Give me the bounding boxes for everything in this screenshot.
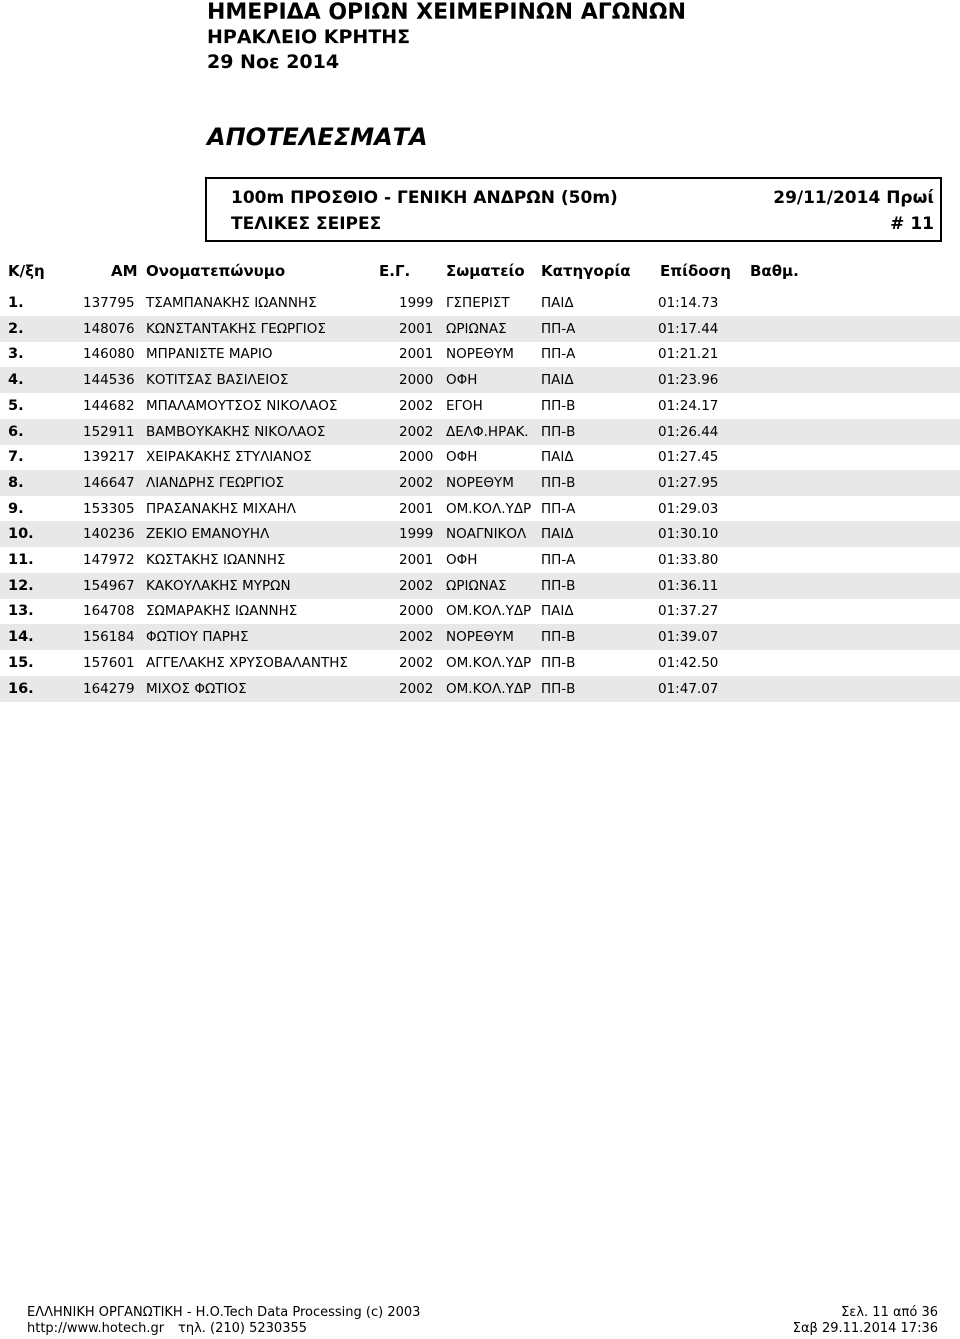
table-row [0, 598, 960, 624]
cell-rank: 1. [8, 295, 24, 311]
cell-year: 2002 [399, 474, 434, 491]
cell-rank: 4. [8, 372, 24, 389]
cell-category: ΠΠ-Β [541, 397, 576, 414]
table-row [0, 650, 960, 676]
table-row [0, 419, 960, 445]
cell-category: ΠΑΙΔ [541, 603, 574, 620]
cell-name: ΚΩΝΣΤΑΝΤΑΚΗΣ ΓΕΩΡΓΙΟΣ [146, 320, 326, 337]
table-row [0, 573, 960, 599]
cell-club: ΩΡΙΩΝΑΣ [446, 320, 507, 337]
cell-club: ΝΟΡΕΘΥΜ [446, 346, 514, 363]
table-row [0, 393, 960, 419]
cell-club: ΟΦΗ [446, 449, 478, 466]
cell-time: 01:29.03 [658, 500, 719, 517]
cell-club: ΟΦΗ [446, 552, 478, 568]
meet-title: ΗΜΕΡΙΔΑ ΟΡΙΩΝ ΧΕΙΜΕΡΙΝΩΝ ΑΓΩΝΩΝ [207, 0, 687, 25]
cell-am: 146647 [83, 474, 135, 491]
event-number: # 11 [890, 214, 934, 234]
event-box [205, 177, 942, 242]
cell-club: ΟΜ.ΚΟΛ.ΥΔΡ [446, 500, 532, 517]
table-row [0, 367, 960, 393]
table-row [0, 444, 960, 470]
cell-year: 2001 [399, 346, 434, 363]
meet-date: 29 Νοε 2014 [207, 51, 340, 73]
cell-category: ΠΠ-Β [541, 577, 576, 594]
cell-rank: 12. [8, 577, 34, 594]
col-am: AM [111, 262, 138, 280]
cell-club: ΩΡΙΩΝΑΣ [446, 577, 507, 594]
col-category: Κατηγορία [541, 262, 631, 280]
cell-am: 157601 [83, 654, 135, 671]
table-row [0, 624, 960, 650]
cell-name: ΖΕΚΙΟ ΕΜΑΝΟΥΗΛ [146, 526, 270, 543]
cell-category: ΠΠ-Β [541, 680, 576, 697]
cell-name: ΣΩΜΑΡΑΚΗΣ ΙΩΑΝΝΗΣ [146, 603, 298, 620]
cell-name: ΛΙΑΝΔΡΗΣ ΓΕΩΡΓΙΟΣ [146, 474, 285, 491]
cell-time: 01:39.07 [658, 629, 719, 646]
cell-am: 144682 [83, 397, 135, 414]
cell-year: 2001 [399, 320, 434, 337]
footer-org: ΕΛΛΗΝΙΚΗ ΟΡΓΑΝΩΤΙΚΗ - Η.Ο.Tech Data Processing (c) 2003 [27, 1305, 421, 1320]
cell-rank: 14. [8, 629, 34, 646]
cell-category: ΠΑΙΔ [541, 526, 574, 543]
footer-phone: τηλ. (210) 5230355 [178, 1321, 308, 1336]
cell-am: 146080 [83, 346, 135, 363]
cell-name: ΜΙΧΟΣ ΦΩΤΙΟΣ [146, 680, 247, 697]
cell-category: ΠΠ-Α [541, 346, 576, 363]
cell-am: 154967 [83, 577, 135, 594]
cell-year: 2002 [399, 680, 434, 697]
cell-year: 2001 [399, 500, 434, 517]
cell-time: 01:36.11 [658, 577, 719, 594]
cell-am: 156184 [83, 629, 135, 646]
col-time: Επίδοση [660, 262, 731, 280]
cell-am: 148076 [83, 320, 135, 337]
table-row [0, 547, 960, 573]
cell-rank: 9. [8, 500, 24, 517]
cell-category: ΠΠ-Β [541, 654, 576, 671]
cell-category: ΠΠ-Β [541, 629, 576, 646]
cell-rank: 7. [8, 449, 24, 466]
cell-club: ΕΓΟΗ [446, 397, 483, 414]
footer-printed: Σαβ 29.11.2014 17:36 [792, 1321, 938, 1336]
cell-name: ΒΑΜΒΟΥΚΑΚΗΣ ΝΙΚΟΛΑΟΣ [146, 423, 326, 440]
cell-rank: 2. [8, 320, 24, 337]
cell-time: 01:37.27 [658, 603, 719, 620]
cell-year: 1999 [399, 526, 434, 543]
col-grade: Βαθμ. [750, 262, 799, 280]
footer-url: http://www.hotech.gr [27, 1321, 165, 1336]
cell-time: 01:21.21 [658, 346, 719, 363]
cell-time: 01:27.45 [658, 449, 719, 466]
table-row [0, 496, 960, 522]
cell-category: ΠΠ-Α [541, 552, 576, 568]
cell-name: ΑΓΓΕΛΑΚΗΣ ΧΡΥΣΟΒΑΛΑΝΤΗΣ [146, 654, 348, 671]
cell-time: 01:33.80 [658, 552, 719, 568]
cell-club: ΝΟΑΓΝΙΚΟΛ [446, 526, 527, 543]
cell-rank: 15. [8, 654, 34, 671]
cell-club: ΟΜ.ΚΟΛ.ΥΔΡ [446, 654, 532, 671]
cell-name: ΤΣΑΜΠΑΝΑΚΗΣ ΙΩΑΝΝΗΣ [146, 295, 317, 311]
table-row [0, 316, 960, 342]
cell-rank: 3. [8, 346, 24, 363]
event-date-session: 29/11/2014 Πρωί [773, 188, 934, 208]
cell-time: 01:23.96 [658, 372, 719, 389]
cell-year: 2000 [399, 372, 434, 389]
cell-year: 2000 [399, 603, 434, 620]
col-club: Σωματείο [446, 262, 525, 280]
cell-am: 164708 [83, 603, 135, 620]
cell-category: ΠΑΙΔ [541, 372, 574, 389]
cell-time: 01:42.50 [658, 654, 719, 671]
cell-year: 2002 [399, 629, 434, 646]
cell-name: ΚΟΤΙΤΣΑΣ ΒΑΣΙΛΕΙΟΣ [146, 372, 289, 389]
cell-category: ΠΠ-Α [541, 500, 576, 517]
event-phase: ΤΕΛΙΚΕΣ ΣΕΙΡΕΣ [231, 214, 382, 234]
col-year: Ε.Γ. [379, 262, 411, 280]
table-row [0, 521, 960, 547]
cell-club: ΟΜ.ΚΟΛ.ΥΔΡ [446, 680, 532, 697]
cell-name: ΜΠΑΛΑΜΟΥΤΣΟΣ ΝΙΚΟΛΑΟΣ [146, 397, 338, 414]
table-row [0, 290, 960, 316]
cell-time: 01:26.44 [658, 423, 719, 440]
cell-category: ΠΠ-Β [541, 474, 576, 491]
cell-category: ΠΑΙΔ [541, 449, 574, 466]
cell-time: 01:27.95 [658, 474, 719, 491]
cell-am: 147972 [83, 552, 135, 568]
results-title: ΑΠΟΤΕΛΕΣΜΑΤΑ [207, 123, 428, 151]
event-name: 100m ΠΡΟΣΘΙΟ - ΓΕΝΙΚΗ ΑΝΔΡΩΝ (50m) [231, 188, 618, 208]
cell-year: 2002 [399, 577, 434, 594]
cell-am: 139217 [83, 449, 135, 466]
cell-am: 137795 [83, 295, 135, 311]
col-name: Ονοματεπώνυμο [146, 262, 286, 280]
cell-name: ΧΕΙΡΑΚΑΚΗΣ ΣΤΥΛΙΑΝΟΣ [146, 449, 312, 466]
cell-rank: 6. [8, 423, 24, 440]
cell-name: ΠΡΑΣΑΝΑΚΗΣ ΜΙΧΑΗΛ [146, 500, 296, 517]
cell-name: ΚΑΚΟΥΛΑΚΗΣ ΜΥΡΩΝ [146, 577, 291, 594]
cell-club: ΔΕΛΦ.ΗΡΑΚ. [446, 423, 529, 440]
cell-rank: 13. [8, 603, 34, 620]
cell-rank: 11. [8, 552, 34, 568]
table-row [0, 341, 960, 367]
cell-am: 152911 [83, 423, 135, 440]
cell-year: 2002 [399, 397, 434, 414]
cell-year: 1999 [399, 295, 434, 311]
col-rank: Κ/ξη [8, 262, 45, 280]
meet-location: ΗΡΑΚΛΕΙΟ ΚΡΗΤΗΣ [207, 26, 411, 48]
cell-year: 2002 [399, 654, 434, 671]
cell-time: 01:14.73 [658, 295, 719, 311]
cell-time: 01:30.10 [658, 526, 719, 543]
cell-rank: 16. [8, 680, 34, 697]
cell-am: 140236 [83, 526, 135, 543]
table-row [0, 676, 960, 702]
cell-name: ΦΩΤΙΟΥ ΠΑΡΗΣ [146, 629, 249, 646]
cell-am: 144536 [83, 372, 135, 389]
cell-category: ΠΠ-Α [541, 320, 576, 337]
cell-am: 153305 [83, 500, 135, 517]
footer-page: Σελ. 11 από 36 [841, 1305, 938, 1320]
cell-time: 01:24.17 [658, 397, 719, 414]
cell-category: ΠΑΙΔ [541, 295, 574, 311]
cell-category: ΠΠ-Β [541, 423, 576, 440]
cell-name: ΜΠΡΑΝΙΣΤΕ ΜΑΡΙΟ [146, 346, 273, 363]
cell-name: ΚΩΣΤΑΚΗΣ ΙΩΑΝΝΗΣ [146, 552, 286, 568]
cell-club: ΟΜ.ΚΟΛ.ΥΔΡ [446, 603, 532, 620]
table-row [0, 470, 960, 496]
cell-rank: 8. [8, 474, 24, 491]
cell-club: ΝΟΡΕΘΥΜ [446, 474, 514, 491]
cell-club: ΓΣΠΕΡΙΣΤ [446, 295, 510, 311]
cell-club: ΝΟΡΕΘΥΜ [446, 629, 514, 646]
cell-rank: 5. [8, 397, 24, 414]
cell-club: ΟΦΗ [446, 372, 478, 389]
cell-time: 01:17.44 [658, 320, 719, 337]
cell-am: 164279 [83, 680, 135, 697]
cell-rank: 10. [8, 526, 34, 543]
cell-year: 2001 [399, 552, 434, 568]
cell-year: 2000 [399, 449, 434, 466]
cell-year: 2002 [399, 423, 434, 440]
cell-time: 01:47.07 [658, 680, 719, 697]
